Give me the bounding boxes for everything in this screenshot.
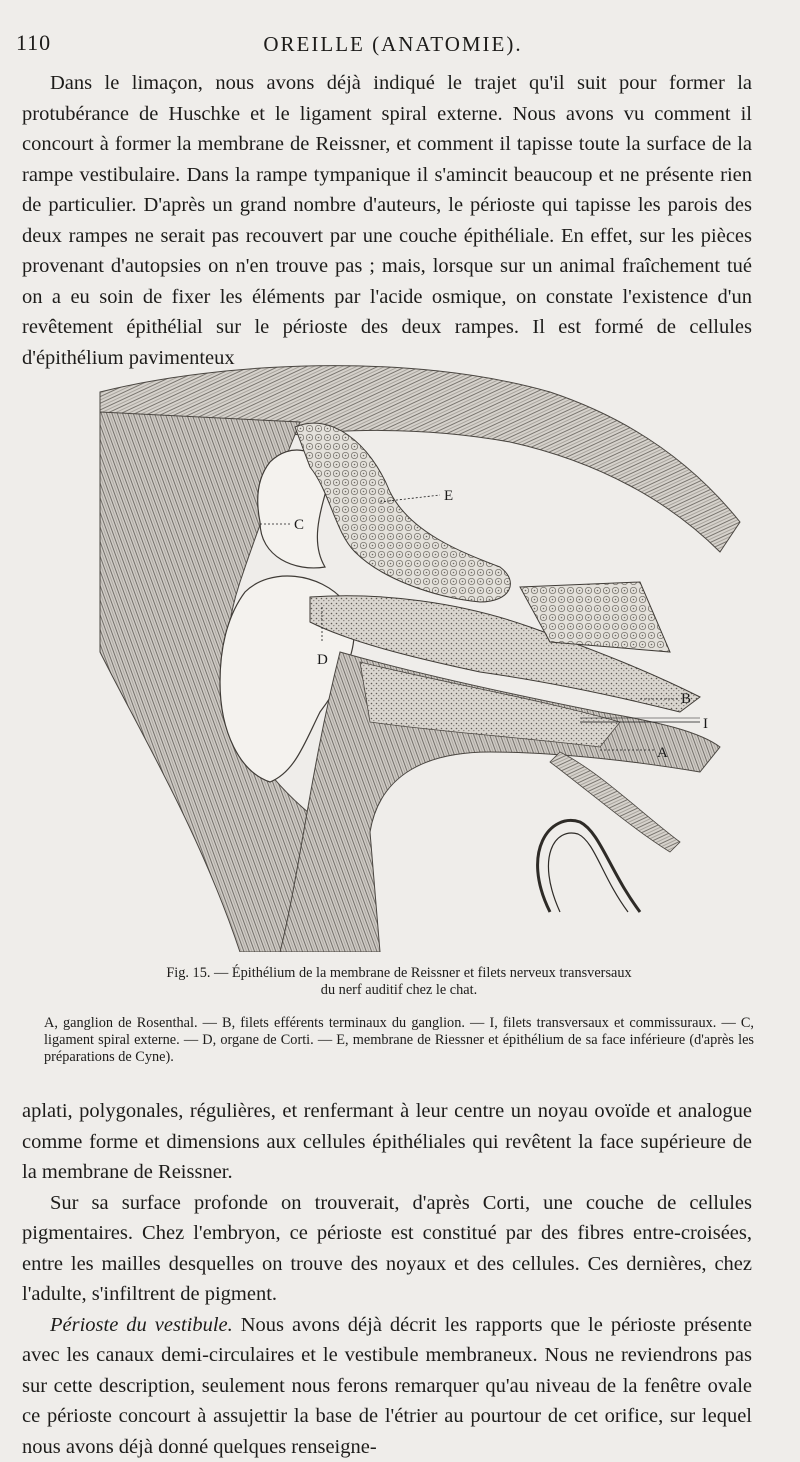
tissue-strand xyxy=(550,752,680,852)
anatomical-figure xyxy=(80,352,760,952)
bottom-paragraph-3-body: Nous avons déjà décrit les rapports que le périoste présente avec les canaux demi-circulaires et le vestibule membraneux. Nous ne reviendrons pas sur cette description, seulement nous ferons remarquer qu'au niveau de la fenêtre ovale ce périoste concourt à assujettir la base de l'étrier au pourtour de cet orifice, sur lequel nous avons déjà donné quelques renseigne- xyxy=(22,1314,752,1458)
page-header xyxy=(16,30,770,62)
bottom-text-block xyxy=(22,1096,752,1462)
caption-line-2: du nerf auditif chez le chat. xyxy=(44,982,754,999)
hook-vessel xyxy=(538,820,640,912)
top-text-block xyxy=(22,68,752,373)
label-i: I xyxy=(703,716,708,732)
page-number: 110 xyxy=(16,30,51,56)
figure-legend: A, ganglion de Rosenthal. — B, filets efférents terminaux du ganglion. — I, filets transversaux et commissuraux. — C, ligament spiral externe. — D, organe de Corti. — E, membrane de Riessner et épithélium de sa face inférieure (d'après les préparations de Cyne). xyxy=(44,1015,754,1066)
running-title: OREILLE (ANATOMIE). xyxy=(16,32,770,57)
top-paragraph: Dans le limaçon, nous avons déjà indiqué le trajet qu'il suit pour former la protubérance de Huschke et le ligament spiral externe. Nous avons vu comment il concourt à former la membrane de Reissner, et comment il tapisse toute la surface de la rampe vestibulaire. Dans la rampe tympanique il s'amincit beaucoup et ne présente rien de particulier. D'après un grand nombre d'auteurs, le périoste qui tapisse les parois des deux rampes ne serait pas recouvert par une couche épithéliale. En effet, sur les pièces provenant d'autopsies on n'en trouve pas ; mais, lorsque sur un animal fraîchement tué on a eu soin de fixer les éléments par l'acide osmique, on constate l'existence d'un revêtement épithélial sur le périoste des deux rampes. Il est formé de cellules d'épithélium pavimenteux xyxy=(22,68,752,373)
label-c: C xyxy=(294,517,304,533)
label-e: E xyxy=(444,488,453,504)
reissner-membrane xyxy=(295,423,510,602)
section-heading-periosteum-vestibule: Périoste du vestibule. xyxy=(50,1314,233,1336)
label-b: B xyxy=(681,691,691,707)
caption-line-1: Fig. 15. — Épithélium de la membrane de Reissner et filets nerveux transversaux xyxy=(44,965,754,982)
label-a: A xyxy=(657,745,668,761)
bottom-paragraph-1: aplati, polygonales, régulières, et renfermant à leur centre un noyau ovoïde et analogue comme forme et dimensions aux cellules épithéliales qui revêtent la face supérieure de la membrane de Reissner. xyxy=(22,1096,752,1188)
figure-caption xyxy=(44,965,754,999)
cochlea-illustration xyxy=(80,352,760,952)
bottom-paragraph-2: Sur sa surface profonde on trouverait, d'après Corti, une couche de cellules pigmentaires. Chez l'embryon, ce périoste est constitué par des fibres entre-croisées, entre les mailles desquelles on trouve des noyaux et des cellules. Ces dernières, chez l'adulte, s'infiltrent de pigment. xyxy=(22,1188,752,1310)
bottom-paragraph-3 xyxy=(22,1310,752,1462)
label-d: D xyxy=(317,652,328,668)
